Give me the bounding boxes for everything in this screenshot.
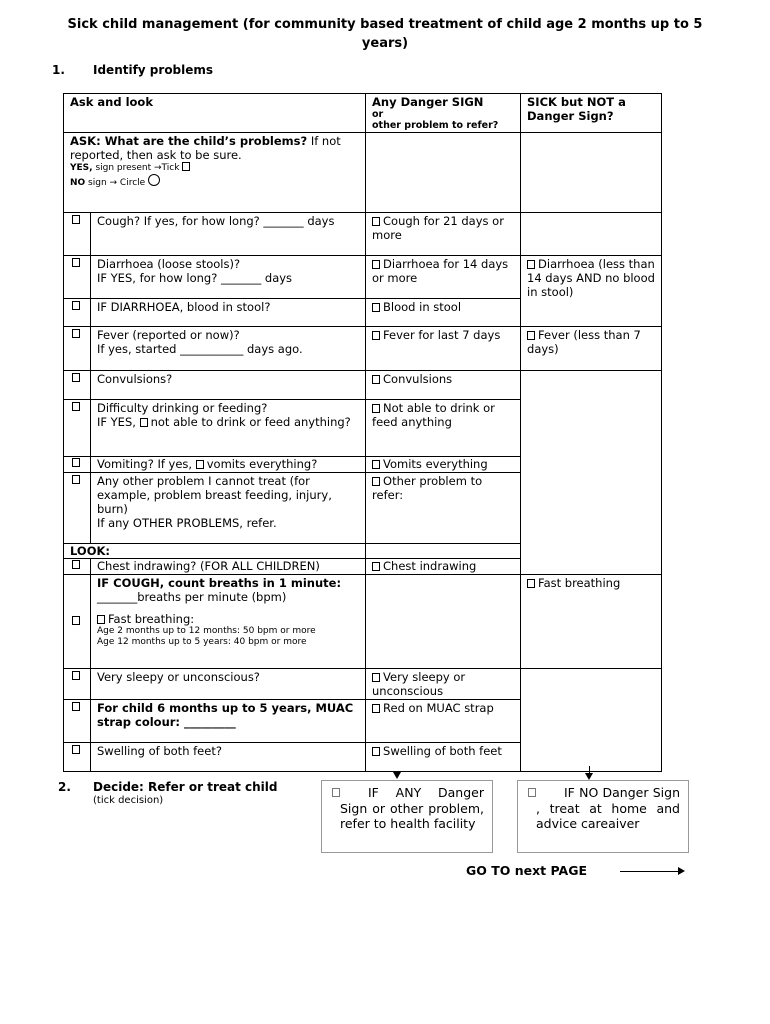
checkbox-other[interactable]	[72, 475, 80, 484]
question-breaths: IF COUGH, count breaths in 1 minute: _______breaths per minute (bpm) Fast breathing: Age 2 months up to 12 months: 50 bpm or more Age 12 months up to 5 years: 40 bpm or more	[91, 575, 366, 669]
question-drinking: Difficulty drinking or feeding? IF YES, not able to drink or feed anything?	[91, 400, 366, 457]
ask-question: ASK: What are the child’s problems?	[70, 134, 308, 148]
danger-cough: Cough for 21 days or more	[366, 213, 521, 256]
header-danger	[366, 94, 521, 133]
checkbox-danger-diarrhoea[interactable]	[372, 260, 380, 269]
checkbox-danger-sleepy[interactable]	[372, 673, 380, 682]
danger-diarrhoea: Diarrhoea for 14 days or more	[366, 256, 521, 299]
danger-swelling: Swelling of both feet	[366, 743, 521, 772]
question-sleepy: Very sleepy or unconscious?	[91, 669, 366, 700]
question-muac: For child 6 months up to 5 years, MUAC strap colour: _________	[91, 700, 366, 743]
question-blood: IF DIARRHOEA, blood in stool?	[91, 299, 366, 327]
section-2-number: 2.	[58, 780, 71, 794]
ask-instruction	[64, 133, 366, 213]
page-title: Sick child management (for community based treatment of child age 2 months up to 5 years)	[67, 17, 703, 51]
checkbox-fever[interactable]	[72, 329, 80, 338]
section-2-sub: (tick decision)	[93, 795, 164, 806]
section-2-label: Decide: Refer or treat child	[93, 780, 278, 794]
table-row-diarrhoea	[64, 256, 662, 299]
go-next-page[interactable]: GO TO next PAGE	[466, 863, 587, 878]
yes-instruction: YES, sign present →Tick	[70, 162, 359, 174]
sick-fever: Fever (less than 7 days)	[521, 327, 662, 371]
danger-fever: Fever for last 7 days	[366, 327, 521, 371]
arrow-down-icon	[393, 772, 401, 779]
sick-breaths: Fast breathing	[521, 575, 662, 669]
checkbox-refer[interactable]	[332, 788, 340, 797]
question-vomiting: Vomiting? If yes, vomits everything?	[91, 457, 366, 473]
question-chest: Chest indrawing? (FOR ALL CHILDREN)	[91, 559, 366, 575]
ask-instruction-row	[64, 133, 662, 213]
question-fever: Fever (reported or now)? If yes, started ___________ days ago.	[91, 327, 366, 371]
danger-convulsions: Convulsions	[366, 371, 521, 400]
header-sick: SICK but NOT a Danger Sign?	[521, 94, 662, 133]
header-danger-sub: other problem to refer?	[372, 120, 499, 131]
question-swelling: Swelling of both feet?	[91, 743, 366, 772]
arrow-down-icon	[585, 773, 593, 780]
header-danger-or: or	[372, 109, 384, 120]
table-row-cough	[64, 213, 662, 256]
table-row-convulsions	[64, 371, 662, 400]
decision-treat-label: IF NO Danger Sign , treat at home and advice careaiver	[536, 785, 680, 831]
danger-muac: Red on MUAC strap	[366, 700, 521, 743]
look-label: LOOK:	[64, 544, 366, 559]
table-row-fever	[64, 327, 662, 371]
question-other: Any other problem I cannot treat (for example, problem breast feeding, injury, burn) If any OTHER PROBLEMS, refer.	[91, 473, 366, 544]
checkbox-danger-fever[interactable]	[372, 331, 380, 340]
checkbox-swelling[interactable]	[72, 745, 80, 754]
checkbox-sick-diarrhoea[interactable]	[527, 260, 535, 269]
checkbox-sick-fever[interactable]	[527, 331, 535, 340]
table-row-sleepy	[64, 669, 662, 700]
checkbox-danger-blood[interactable]	[372, 303, 380, 312]
checkbox-sick-breaths[interactable]	[527, 579, 535, 588]
sick-diarrhoea: Diarrhoea (less than 14 days AND no blood in stool)	[521, 256, 662, 327]
checkbox-danger-drinking[interactable]	[372, 404, 380, 413]
section-1-number: 1.	[52, 63, 65, 77]
checkbox-convulsions[interactable]	[72, 373, 80, 382]
checkbox-chest[interactable]	[72, 560, 80, 569]
question-convulsions: Convulsions?	[91, 371, 366, 400]
header-danger-title: Any Danger SIGN	[372, 95, 484, 109]
ask-question-rest: If not reported, then ask to be sure.	[70, 134, 341, 162]
checkbox-sleepy[interactable]	[72, 671, 80, 680]
circled-box-icon	[148, 174, 160, 186]
arrow-right-icon	[678, 867, 685, 875]
checkbox-breaths[interactable]	[72, 616, 80, 625]
checkbox-danger-chest[interactable]	[372, 562, 380, 571]
checkbox-vomiting[interactable]	[72, 458, 80, 467]
checkbox-danger-muac[interactable]	[372, 704, 380, 713]
checkbox-danger-convulsions[interactable]	[372, 375, 380, 384]
checkbox-muac[interactable]	[72, 702, 80, 711]
decision-refer[interactable]	[321, 780, 493, 853]
danger-vomiting: Vomits everything	[366, 457, 521, 473]
checkbox-diarrhoea[interactable]	[72, 258, 80, 267]
tick-box-icon	[182, 162, 190, 171]
danger-chest: Chest indrawing	[366, 559, 521, 575]
question-cough: Cough? If yes, for how long? _______ days	[91, 213, 366, 256]
checkbox-danger-cough[interactable]	[372, 217, 380, 226]
danger-other: Other problem to refer:	[366, 473, 521, 544]
checkbox-drinking[interactable]	[72, 402, 80, 411]
table-row-breaths	[64, 575, 662, 669]
checkbox-blood[interactable]	[72, 301, 80, 310]
checkbox-not-able-to-drink[interactable]	[140, 418, 148, 427]
danger-blood: Blood in stool	[366, 299, 521, 327]
identify-problems-table	[63, 93, 662, 772]
table-header-row	[64, 94, 662, 133]
section-1-label: Identify problems	[93, 63, 214, 77]
checkbox-danger-other[interactable]	[372, 477, 380, 486]
header-ask-look: Ask and look	[64, 94, 366, 133]
checkbox-vomits-everything[interactable]	[196, 460, 204, 469]
arrow-right-line	[620, 871, 680, 872]
question-diarrhoea: Diarrhoea (loose stools)? IF YES, for how long? _______ days	[91, 256, 366, 299]
checkbox-fast-breathing[interactable]	[97, 615, 105, 624]
checkbox-treat[interactable]	[528, 788, 536, 797]
danger-drinking: Not able to drink or feed anything	[366, 400, 521, 457]
checkbox-danger-vomiting[interactable]	[372, 460, 380, 469]
checkbox-danger-swelling[interactable]	[372, 747, 380, 756]
decision-refer-label: IF ANY Danger Sign or other problem, refer to health facility	[340, 785, 484, 831]
danger-sleepy: Very sleepy or unconscious	[366, 669, 521, 700]
checkbox-cough[interactable]	[72, 215, 80, 224]
decision-treat[interactable]	[517, 780, 689, 853]
no-instruction: NO sign → Circle	[70, 174, 359, 189]
